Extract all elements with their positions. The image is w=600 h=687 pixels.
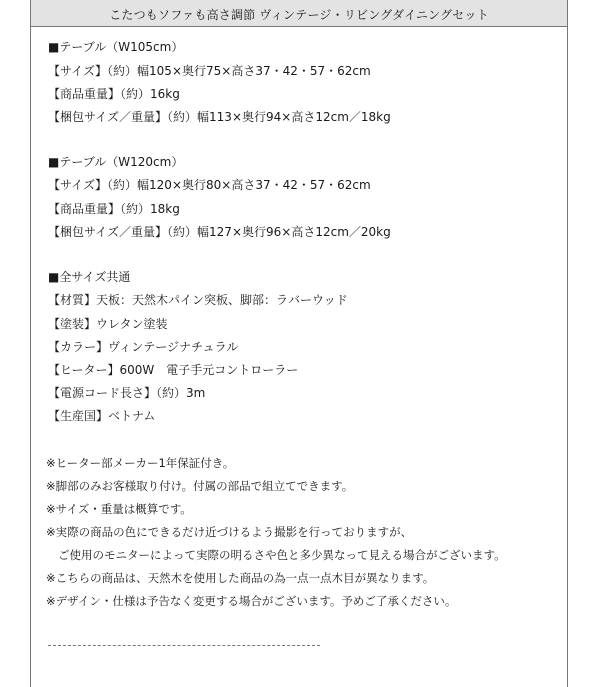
dashed-divider bbox=[48, 645, 320, 646]
spec-material: 【材質】天板：天然木パイン突板、脚部：ラバーウッド bbox=[48, 293, 348, 307]
section-heading-common: ■全サイズ共通 bbox=[48, 270, 131, 284]
note-approximate: ※サイズ・重量は概算です。 bbox=[46, 502, 192, 516]
spec-finish: 【塗装】ウレタン塗装 bbox=[48, 317, 168, 331]
spec-color: 【カラー】ヴィンテージナチュラル bbox=[48, 340, 239, 354]
spec-size-w105: 【サイズ】（約）幅105×奥行75×高さ37・42・57・62cm bbox=[48, 64, 371, 78]
note-wood-grain: ※こちらの商品は、天然木を使用した商品の為一点一点木目が異なります。 bbox=[46, 571, 435, 585]
page-title: こたつもソファも高さ調節 ヴィンテージ・リビングダイニングセット bbox=[109, 8, 489, 22]
spec-size-w120: 【サイズ】（約）幅120×奥行80×高さ37・42・57・62cm bbox=[48, 178, 371, 192]
spec-weight-w120: 【商品重量】（約）18kg bbox=[48, 202, 180, 216]
section-heading-table-w105: ■テーブル（W105cm） bbox=[48, 40, 184, 54]
spec-cord-length: 【電源コード長さ】（約）3m bbox=[48, 386, 206, 400]
spec-origin: 【生産国】ベトナム bbox=[48, 409, 156, 423]
title-bar bbox=[30, 0, 568, 27]
spec-heater: 【ヒーター】600W 電子手元コントローラー bbox=[48, 363, 299, 377]
spec-panel bbox=[30, 27, 568, 687]
note-color: ※実際の商品の色にできるだけ近づけるよう撮影を行っておりますが、 bbox=[46, 525, 413, 539]
spec-weight-w105: 【商品重量】（約）16kg bbox=[48, 87, 180, 101]
spec-package-w105: 【梱包サイズ／重量】（約）幅113×奥行94×高さ12cm／18kg bbox=[48, 110, 391, 124]
note-assembly: ※脚部のみお客様取り付け。付属の部品で組立てできます。 bbox=[46, 479, 354, 493]
note-design-change: ※デザイン・仕様は予告なく変更する場合がございます。予めご了承ください。 bbox=[46, 594, 457, 608]
note-color-continued: ご使用のモニターによって実際の明るさや色と多少異なって見える場合がございます。 bbox=[58, 548, 506, 562]
section-heading-table-w120: ■テーブル（W120cm） bbox=[48, 155, 184, 169]
note-warranty: ※ヒーター部メーカー1年保証付き。 bbox=[46, 456, 235, 470]
spec-package-w120: 【梱包サイズ／重量】（約）幅127×奥行96×高さ12cm／20kg bbox=[48, 225, 391, 239]
